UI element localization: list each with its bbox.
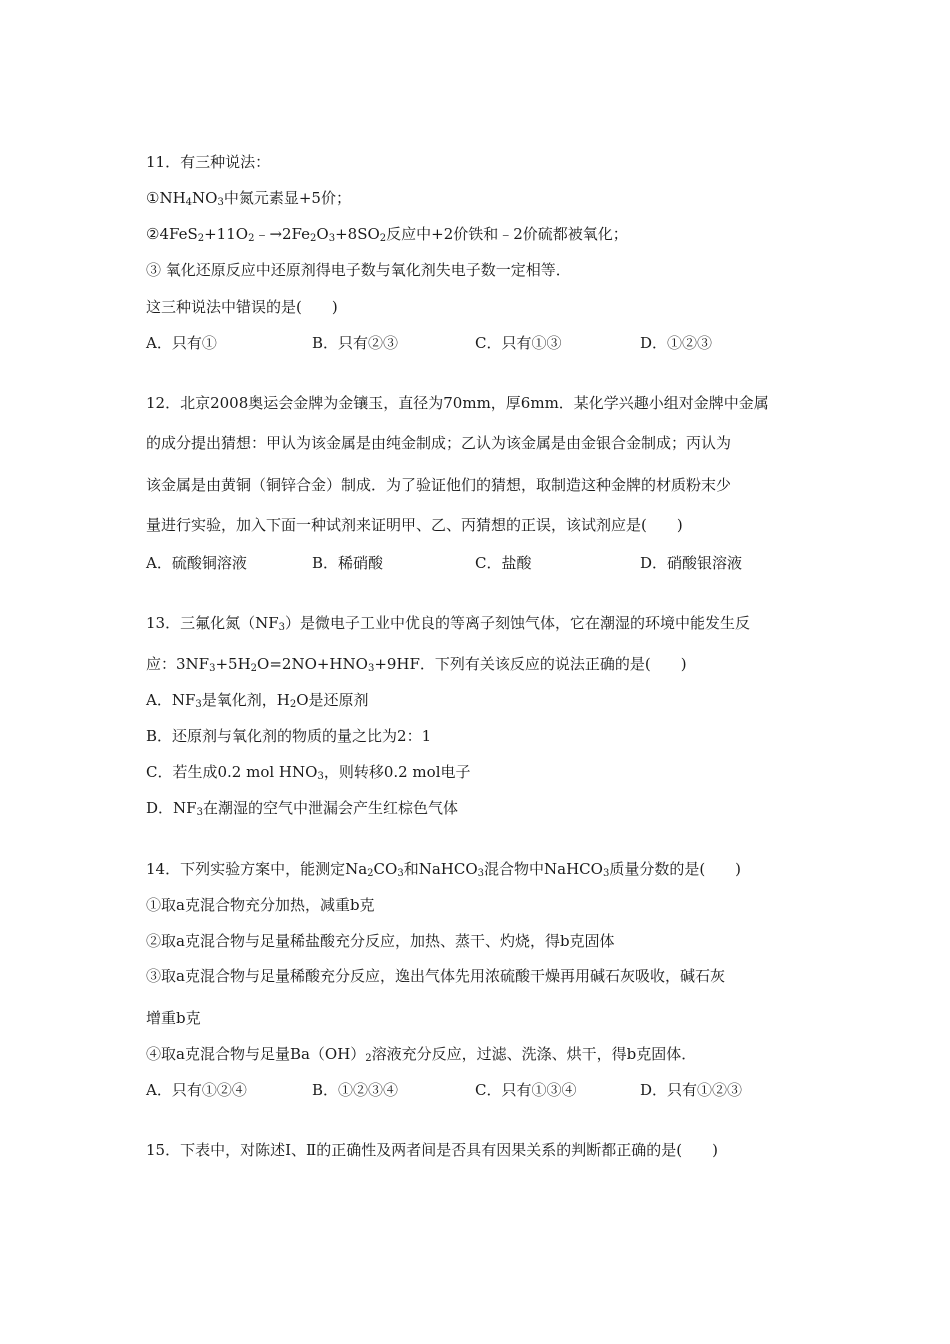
q13-stem-line-1: 13．三氟化氮$(NF_3)$是微电子工业中优良的等离子刻蚀气体，它在潮湿的环境中能发生反 — [146, 614, 751, 633]
q14-option-a[interactable]: A．只有①②④ — [146, 1081, 247, 1099]
q14-method-4: ④取a克混合物与足量$Ba(OH)_2$溶液充分反应，过滤、洗涤、烘干，得b克固体． — [146, 1045, 697, 1064]
q12-option-c[interactable]: C．盐酸 — [475, 554, 532, 572]
q11-statement-3: ③ 氧化还原反应中还原剂得电子数与氧化剂失电子数一定相等． — [146, 261, 571, 279]
q11-question: 这三种说法中错误的是( ) — [146, 298, 338, 316]
q12-option-b[interactable]: B．稀硝酸 — [312, 554, 384, 572]
q14-option-b[interactable]: B．①②③④ — [312, 1081, 399, 1099]
q14-method-3: ③取a克混合物与足量稀酸充分反应，逸出气体先用浓硫酸干燥再用碱石灰吸收，碱石灰 — [146, 967, 725, 985]
q11-statement-2: $②4FeS_2+11O_2﹣\to 2Fe_2O_3+8SO_2$反应中+2价铁和﹣2价硫都被氧化； — [146, 225, 628, 244]
q12-stem-line-1: 12．北京2008奥运会金牌为金镶玉，直径为70mm，厚6mm．某化学兴趣小组对金牌中金属 — [146, 394, 769, 412]
q14-option-d[interactable]: D．只有①②③ — [640, 1081, 743, 1099]
q11-option-c[interactable]: C．只有①③ — [475, 334, 562, 352]
q14-option-c[interactable]: C．只有①③④ — [475, 1081, 577, 1099]
q13-option-a[interactable]: A．$NF_3$是氧化剂，$H_2O$是还原剂 — [146, 691, 369, 710]
q11-option-d[interactable]: D．①②③ — [640, 334, 713, 352]
q13-option-b[interactable]: B．还原剂与氧化剂的物质的量之比为2：1 — [146, 727, 432, 745]
q11-stem: 11．有三种说法： — [146, 153, 271, 171]
q14-stem: 14．下列实验方案中，能测定$Na_2CO_3$和NaHCO$_3$混合物中NaHCO$_3$质量分数的是( ) — [146, 860, 742, 879]
q11-option-b[interactable]: B．只有②③ — [312, 334, 399, 352]
q13-stem-line-2: 应：$3NF_3+5H_2O=2NO+HNO_3+9HF$．下列有关该反应的说法正确的是( ) — [146, 655, 687, 674]
q12-stem-line-2: 的成分提出猜想：甲认为该金属是由纯金制成；乙认为该金属是由金银合金制成；丙认为 — [146, 434, 732, 452]
q11-statement-1: $①NH_4NO_3$中氮元素显+5价； — [146, 189, 351, 208]
q14-method-2: ②取a克混合物与足量稀盐酸充分反应，加热、蒸干、灼烧，得b克固体 — [146, 932, 615, 950]
q15-stem: 15．下表中，对陈述Ⅰ、Ⅱ的正确性及两者间是否具有因果关系的判断都正确的是( ) — [146, 1141, 718, 1159]
q12-option-d[interactable]: D．硝酸银溶液 — [640, 554, 743, 572]
q13-option-c[interactable]: C．若生成0.2 mol $HNO_3$，则转移0.2 mol电子 — [146, 763, 471, 782]
q13-option-d[interactable]: D．$NF_3$在潮湿的空气中泄漏会产生红棕色气体 — [146, 799, 458, 818]
q14-method-3-cont: 增重b克 — [146, 1009, 201, 1027]
q11-option-a[interactable]: A．只有① — [146, 334, 217, 352]
q12-stem-line-4: 量进行实验，加入下面一种试剂来证明甲、乙、丙猜想的正误，该试剂应是( ) — [146, 516, 683, 534]
q12-stem-line-3: 该金属是由黄铜（铜锌合金）制成．为了验证他们的猜想，取制造这种金牌的材质粉末少 — [146, 476, 732, 494]
q14-method-1: ①取a克混合物充分加热，减重b克 — [146, 896, 375, 914]
q12-option-a[interactable]: A．硫酸铜溶液 — [146, 554, 247, 572]
